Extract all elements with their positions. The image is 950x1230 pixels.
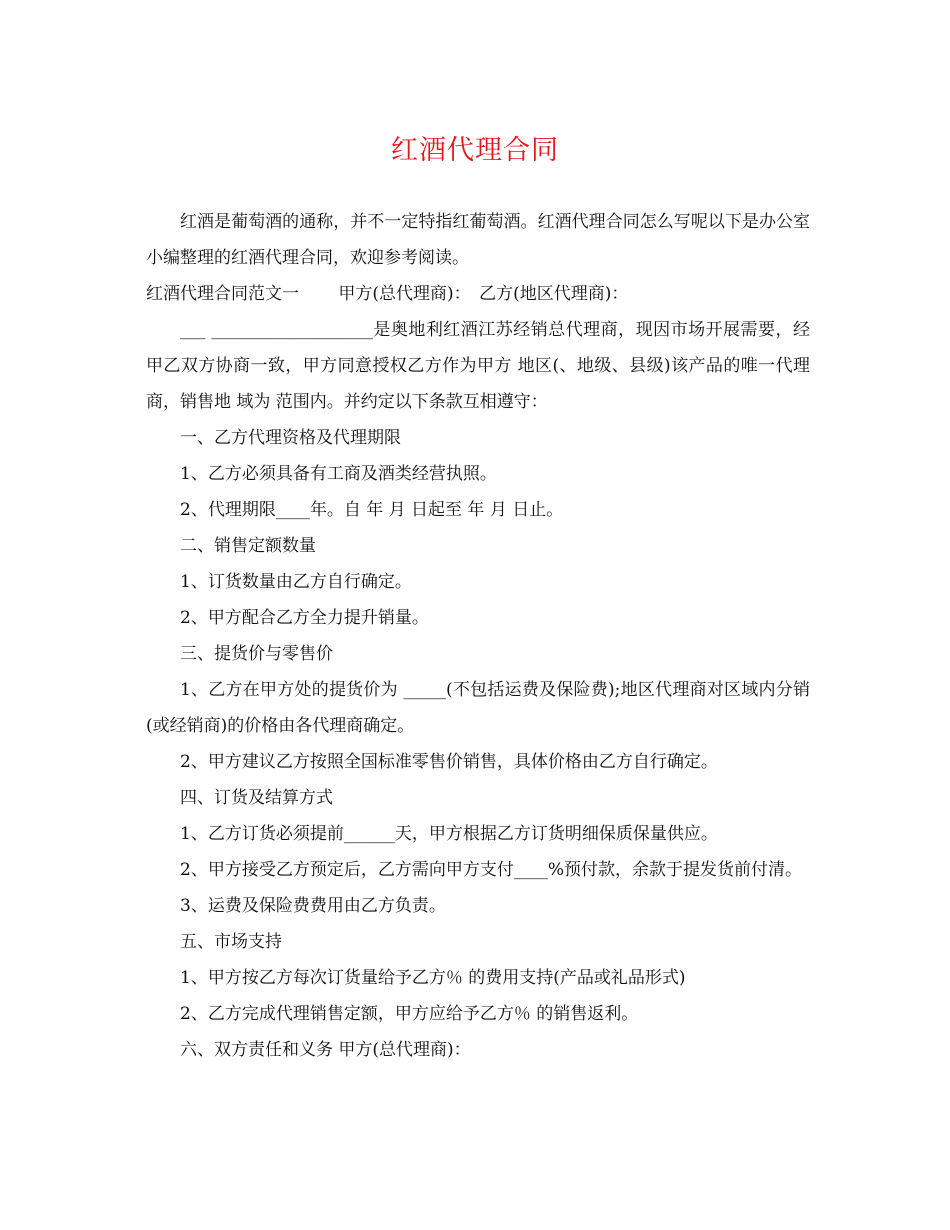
section-heading-3: 三、提货价与零售价 [180, 644, 333, 664]
clause-3-2: 2、甲方建议乙方按照全国标准零售价销售，具体价格由乙方自行确定。 [180, 752, 718, 772]
document-body [146, 204, 810, 1068]
section-heading-2: 二、销售定额数量 [180, 536, 316, 556]
section-heading-4: 四、订货及结算方式 [180, 788, 333, 808]
intro-paragraph: 红酒是葡萄酒的通称，并不一定特指红葡萄酒。红酒代理合同怎么写呢以下是办公室小编整理的红酒代理合同，欢迎参考阅读。 [146, 212, 810, 268]
clause-4-3: 3、运费及保险费费用由乙方负责。 [180, 896, 446, 916]
sample-heading: 红酒代理合同范文一 甲方(总代理商)： 乙方(地区代理商)： [146, 284, 629, 304]
section-heading-6: 六、双方责任和义务 甲方(总代理商)： [180, 1040, 471, 1060]
clause-2-1: 1、订货数量由乙方自行确定。 [180, 572, 412, 592]
clause-1-2: 2、代理期限____年。自 年 月 日起至 年 月 日止。 [180, 500, 564, 520]
clause-2-2: 2、甲方配合乙方全力提升销量。 [180, 608, 429, 628]
clause-5-2: 2、乙方完成代理销售定额，甲方应给予乙方％ 的销售返利。 [180, 1004, 639, 1024]
clause-4-2: 2、甲方接受乙方预定后，乙方需向甲方支付____%预付款，余款于提发货前付清。 [180, 860, 802, 880]
section-heading-5: 五、市场支持 [180, 932, 282, 952]
section-heading-1: 一、乙方代理资格及代理期限 [180, 428, 401, 448]
clause-5-1: 1、甲方按乙方每次订货量给予乙方％ 的费用支持(产品或礼品形式) [180, 968, 686, 988]
document-title: 红酒代理合同 [391, 135, 559, 166]
preamble-paragraph: ___ ___________________是奥地利红酒江苏经销总代理商，现因市场开展需要，经甲乙双方协商一致，甲方同意授权乙方作为甲方 地区(、地级、县级)该产品的唯一代理商，销售地 域为 范围内。并约定以下条款互相遵守： [146, 320, 810, 412]
clause-3-1: 1、乙方在甲方处的提货价为 _____(不包括运费及保险费);地区代理商对区域内分销(或经销商)的价格由各代理商确定。 [146, 680, 810, 736]
clause-1-1: 1、乙方必须具备有工商及酒类经营执照。 [180, 464, 497, 484]
clause-4-1: 1、乙方订货必须提前______天，甲方根据乙方订货明细保质保量供应。 [180, 824, 718, 844]
